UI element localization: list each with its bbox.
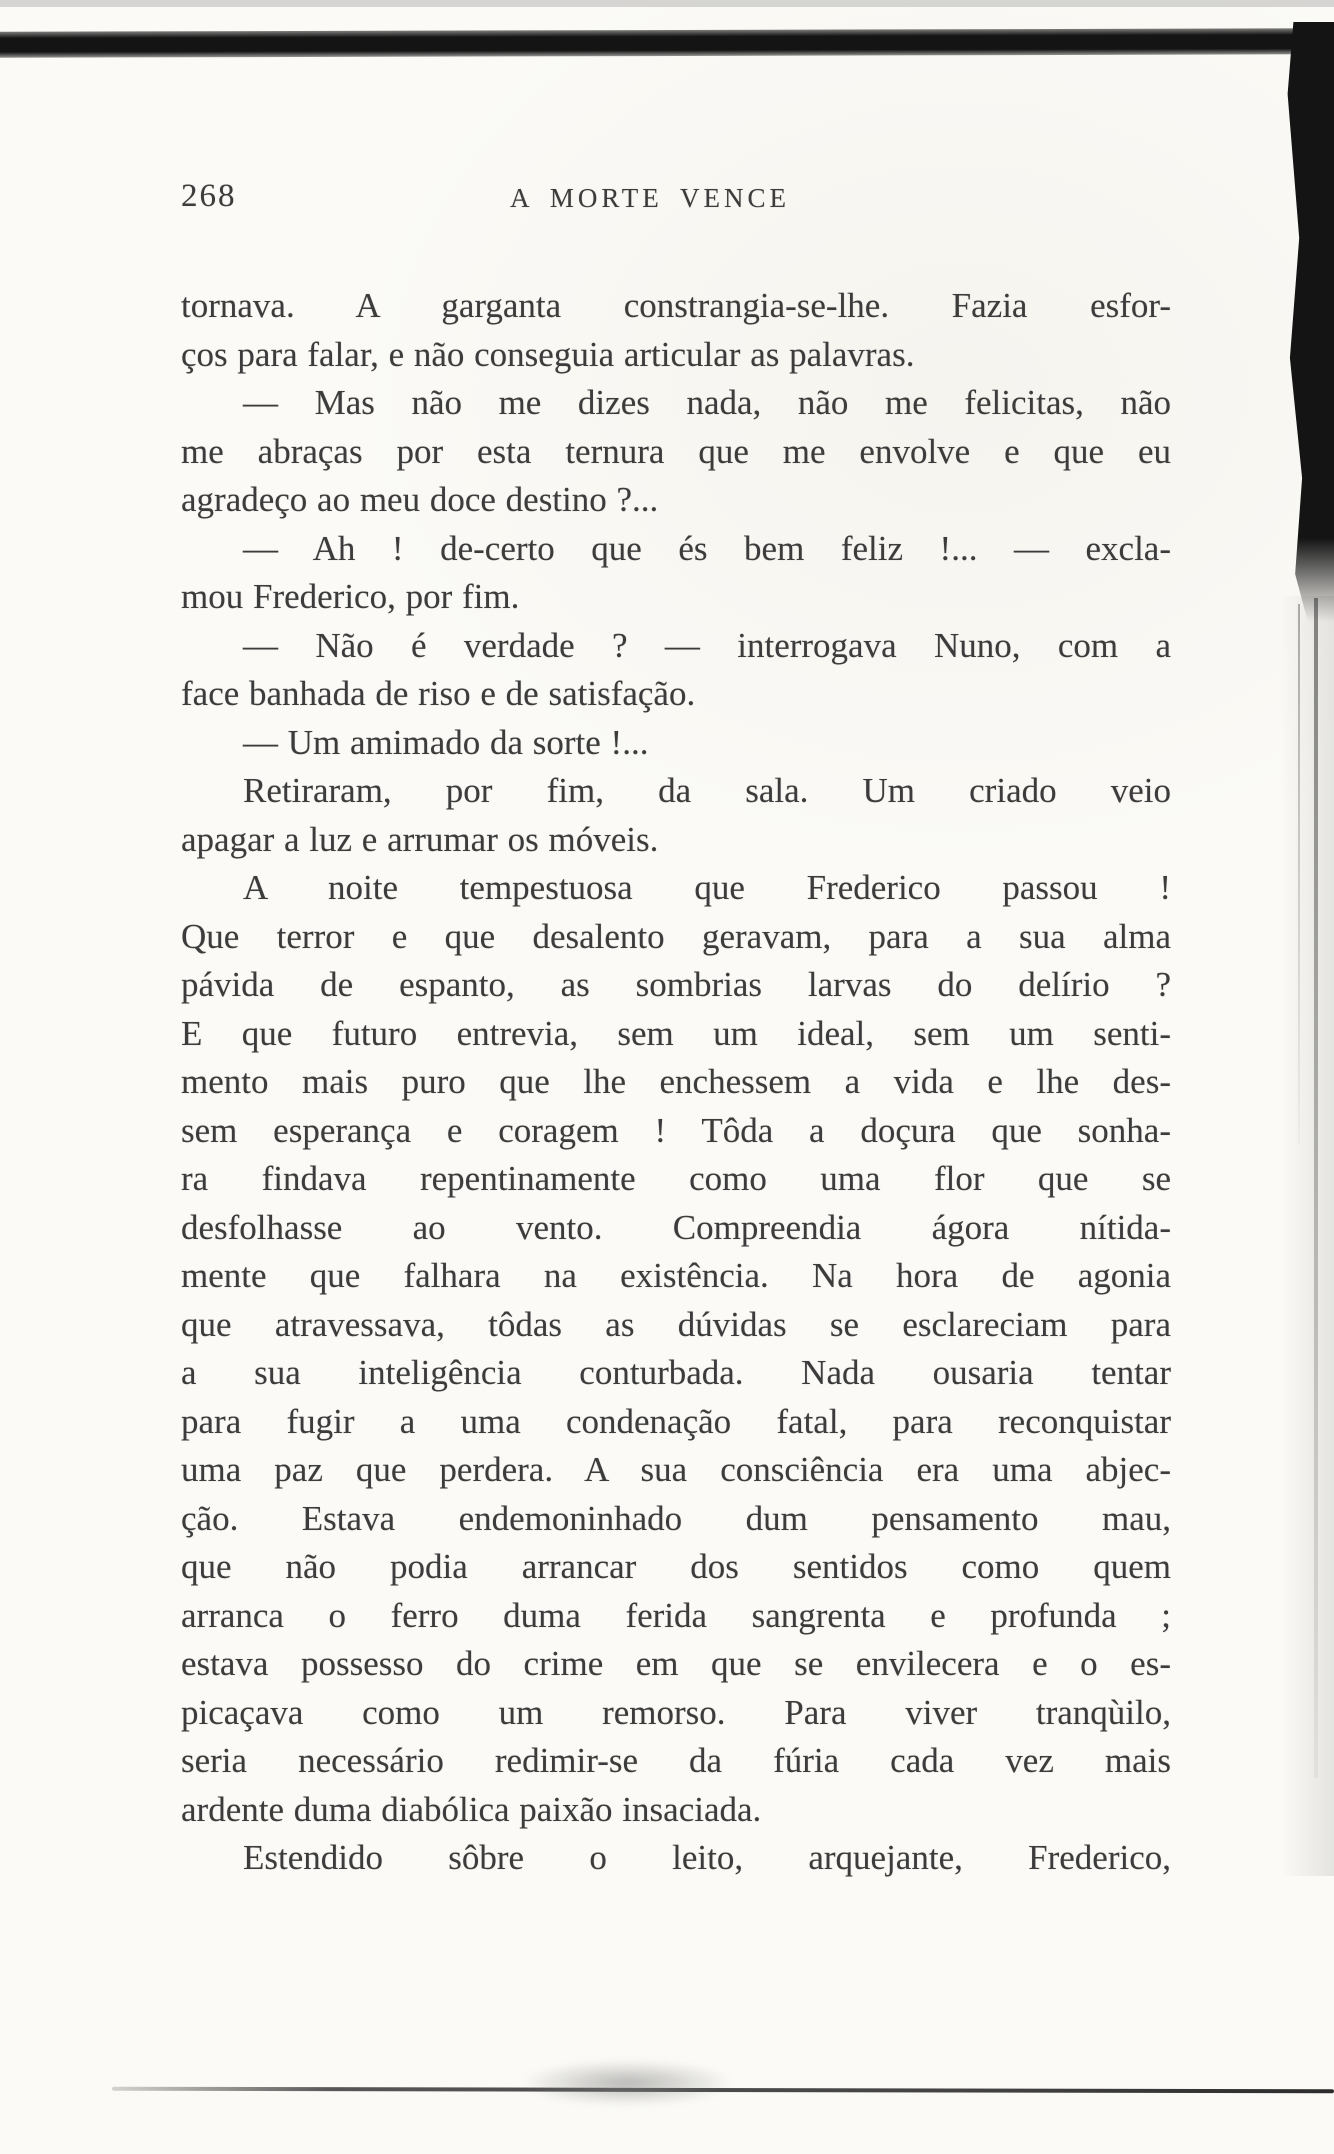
text-line: uma paz que perdera. A sua consciência era uma abjec- <box>181 1450 1171 1489</box>
text-line: Estendido sôbre o leito, arquejante, Frederico, <box>243 1838 1171 1877</box>
text-line: ços para falar, e não conseguia articular as palavras. <box>181 334 915 374</box>
scan-artifact-bottom-smudge <box>520 2060 735 2106</box>
scan-artifact-right-shade <box>1280 596 1334 1876</box>
text-line: — Não é verdade ? — interrogava Nuno, com a <box>243 625 1171 665</box>
body-text <box>181 282 1171 1883</box>
page-header <box>181 178 1171 224</box>
scan-artifact-top-edge <box>0 0 1334 7</box>
text-line: mente que falhara na existência. Na hora de agonia <box>181 1256 1171 1295</box>
text-line: apagar a luz e arrumar os móveis. <box>181 819 659 859</box>
text-line: para fugir a uma condenação fatal, para reconquistar <box>181 1401 1171 1441</box>
text-line: sem esperança e coragem ! Tôda a doçura que sonha- <box>181 1110 1171 1150</box>
text-line: tornava. A garganta constrangia-se-lhe. Fazia esfor- <box>181 286 1171 325</box>
text-line: me abraças por esta ternura que me envolve e que eu <box>181 431 1171 471</box>
scan-artifact-right-bar <box>1276 22 1334 622</box>
text-line: agradeço ao meu doce destino ?... <box>181 480 659 519</box>
text-line: face banhada de riso e de satisfação. <box>181 674 696 713</box>
text-line: — Mas não me dizes nada, não me felicitas, não <box>243 383 1171 422</box>
text-line: Retiraram, por fim, da sala. Um criado veio <box>243 771 1171 810</box>
text-line: estava possesso do crime em que se envilecera e o es- <box>181 1644 1171 1683</box>
text-line: seria necessário redimir-se da fúria cada vez mais <box>181 1741 1171 1780</box>
text-line: E que futuro entrevia, sem um ideal, sem um senti- <box>181 1013 1171 1053</box>
text-line: arranca o ferro duma ferida sangrenta e profunda ; <box>181 1595 1171 1635</box>
text-line: ra findava repentinamente como uma flor que se <box>181 1159 1171 1198</box>
text-line: a sua inteligência conturbada. Nada ousaria tentar <box>181 1353 1171 1392</box>
text-line: que não podia arrancar dos sentidos como quem <box>181 1547 1171 1586</box>
text-line: ardente duma diabólica paixão insaciada. <box>181 1789 762 1829</box>
text-line: desfolhasse ao vento. Compreendia ágora nítida- <box>181 1207 1171 1247</box>
text-line: A noite tempestuosa que Frederico passou ! <box>243 868 1171 907</box>
scan-artifact-top-band <box>0 28 1334 58</box>
text-line: Que terror e que desalento geravam, para a sua alma <box>181 916 1171 956</box>
text-line: — Ah ! de-certo que és bem feliz !... — excla- <box>243 528 1171 568</box>
text-line: mou Frederico, por fim. <box>181 577 520 616</box>
text-line: pávida de espanto, as sombrias larvas do delírio ? <box>181 965 1171 1004</box>
text-line: ção. Estava endemoninhado dum pensamento mau, <box>181 1498 1171 1538</box>
text-line: picaçava como um remorso. Para viver tranqùilo, <box>181 1692 1171 1732</box>
text-line: — Um amimado da sorte !... <box>243 722 649 762</box>
scan-artifact-fold-line <box>1298 604 1300 1144</box>
page-number: 268 <box>181 178 237 214</box>
text-line: que atravessava, tôdas as dúvidas se esclareciam para <box>181 1304 1171 1344</box>
running-title: A MORTE VENCE <box>510 183 790 213</box>
text-line: mento mais puro que lhe enchessem a vida e lhe des- <box>181 1062 1171 1101</box>
scan-artifact-fold-line <box>1314 598 1318 1778</box>
